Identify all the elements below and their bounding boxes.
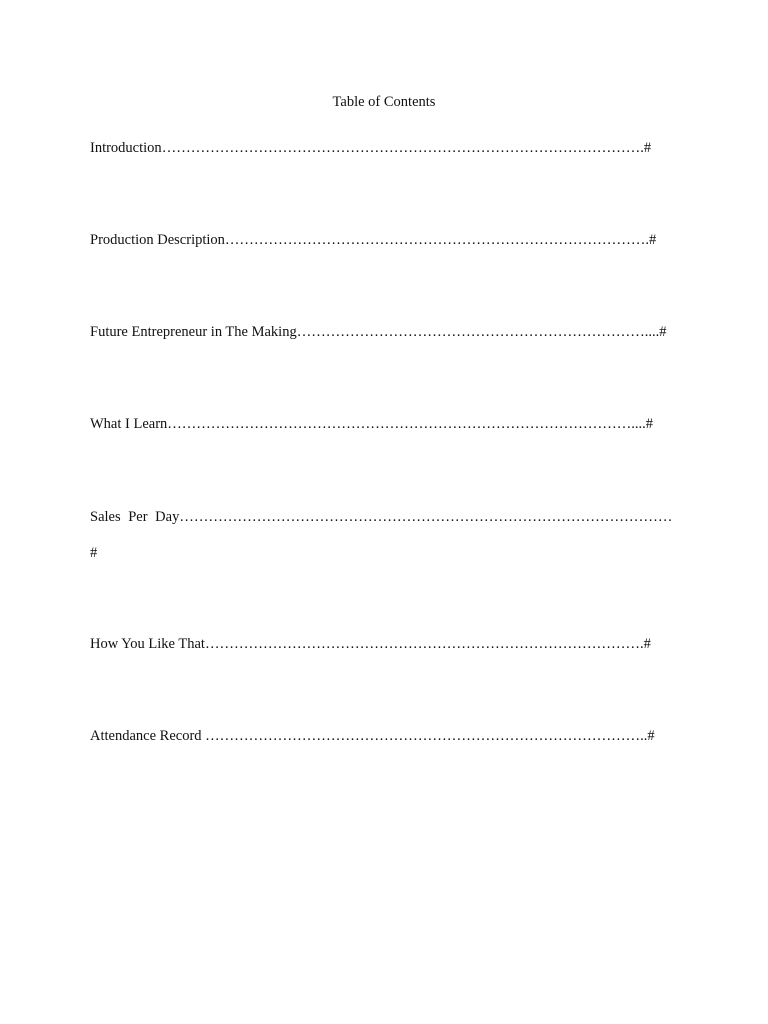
toc-entry-page: #: [649, 232, 657, 248]
toc-entry-leader: …………………………………………………………………………………………: [179, 509, 673, 525]
toc-entry-leader: …………………………………………………………………………….: [224, 232, 650, 248]
toc-entry-label: Attendance Record: [90, 728, 206, 744]
toc-entry-label: Introduction: [90, 140, 162, 156]
toc-entry-line: [90, 508, 680, 526]
toc-entry-leader: ……………………………………………………………………………………….: [161, 140, 644, 156]
toc-entry-what-i-learn: [90, 415, 653, 433]
toc-entry-attendance-record: [90, 727, 655, 745]
toc-entry-page: #: [659, 324, 667, 340]
toc-entry-future-entrepreneur: [90, 323, 666, 341]
toc-entry-page: #: [90, 545, 98, 561]
toc-entry-page: #: [645, 416, 654, 432]
toc-entry-label: Production Description: [90, 232, 225, 248]
toc-entry-page: #: [643, 636, 651, 652]
toc-entry-leader: ………………………………………………………………………………..: [205, 728, 648, 744]
toc-entry-page: #: [647, 728, 655, 744]
toc-entry-leader: ……………………………………………………………………………………....: [167, 416, 646, 432]
toc-entry-introduction: [90, 139, 651, 157]
toc-entry-leader: ………………………………………………………………....: [296, 324, 660, 340]
toc-entry-how-you-like-that: [90, 635, 651, 653]
toc-entry-label: How You Like That: [90, 636, 205, 652]
toc-entry-leader: ……………………………………………………………………………….: [204, 636, 644, 652]
toc-entry-page: #: [643, 140, 652, 156]
toc-entry-label: Sales Per Day: [90, 509, 180, 525]
toc-entry-sales-per-day: [90, 508, 680, 561]
toc-entry-label: Future Entrepreneur in The Making: [90, 324, 297, 340]
toc-entry-production-description: [90, 231, 656, 249]
toc-entry-label: What I Learn: [90, 416, 168, 432]
toc-title: Table of Contents: [332, 94, 436, 110]
